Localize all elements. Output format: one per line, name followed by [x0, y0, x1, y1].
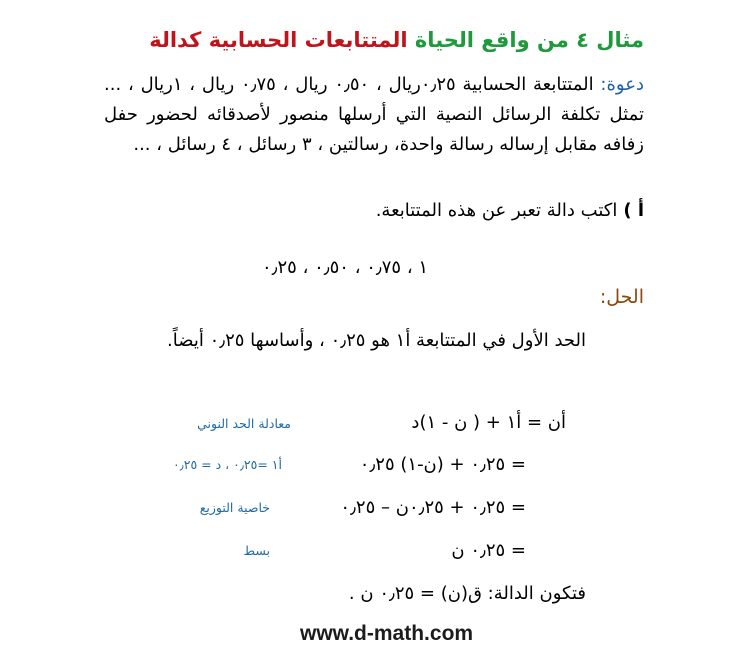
equation-step-1: أن = أ١ + ( ن - ١)د: [411, 412, 566, 433]
solution-text: الحد الأول في المتتابعة أ١ هو ٠٫٢٥ ، وأساسها ٠٫٢٥ أيضاً.: [167, 330, 586, 351]
example-title: [149, 28, 644, 52]
note-step-3: خاصية التوزيع: [199, 500, 270, 515]
solution-label: الحل:: [599, 286, 644, 308]
equation-step-3: = ٠٫٢٥ + ٠٫٢٥ن – ٠٫٢٥: [340, 497, 526, 518]
question-marker: أ ): [623, 200, 644, 221]
problem-text: المتتابعة الحسابية ٠٫٢٥ريال ، ٠٫٥٠ ريال ، ٠٫٧٥ ريال ، ١ريال ، ... تمثل تكلفة الرسائل النصية التي أرسلها منصور لأصدقائه لحضور حفل زفافه مقابل إرساله رسالة واحدة، رسالتين ، ٣ رسائل ، ٤ رسائل ، ...: [104, 74, 644, 155]
note-step-1: معادلة الحد النوني: [197, 416, 291, 431]
example-number: مثال ٤ من واقع الحياة: [414, 28, 644, 52]
example-topic: المتتابعات الحسابية كدالة: [149, 28, 408, 52]
function-conclusion: فتكون الدالة: ق(ن) = ٠٫٢٥ ن .: [348, 583, 586, 604]
watermark: www.d-math.com: [300, 622, 474, 645]
equation-step-2: = ٠٫٢٥ + (ن-١) ٠٫٢٥: [359, 454, 526, 475]
problem-label: دعوة:: [600, 74, 644, 95]
equation-step-4: = ٠٫٢٥ ن: [451, 540, 526, 561]
question: [376, 200, 644, 221]
sequence-values: ١ ، ٠٫٧٥ ، ٠٫٥٠ ، ٠٫٢٥: [262, 257, 429, 278]
problem-paragraph: [104, 70, 644, 160]
note-step-4: بسط: [243, 543, 270, 558]
note-step-2: أ١ =٠٫٢٥ ، د = ٠٫٢٥: [172, 457, 282, 472]
question-text: اكتب دالة تعبر عن هذه المتتابعة.: [375, 200, 618, 221]
